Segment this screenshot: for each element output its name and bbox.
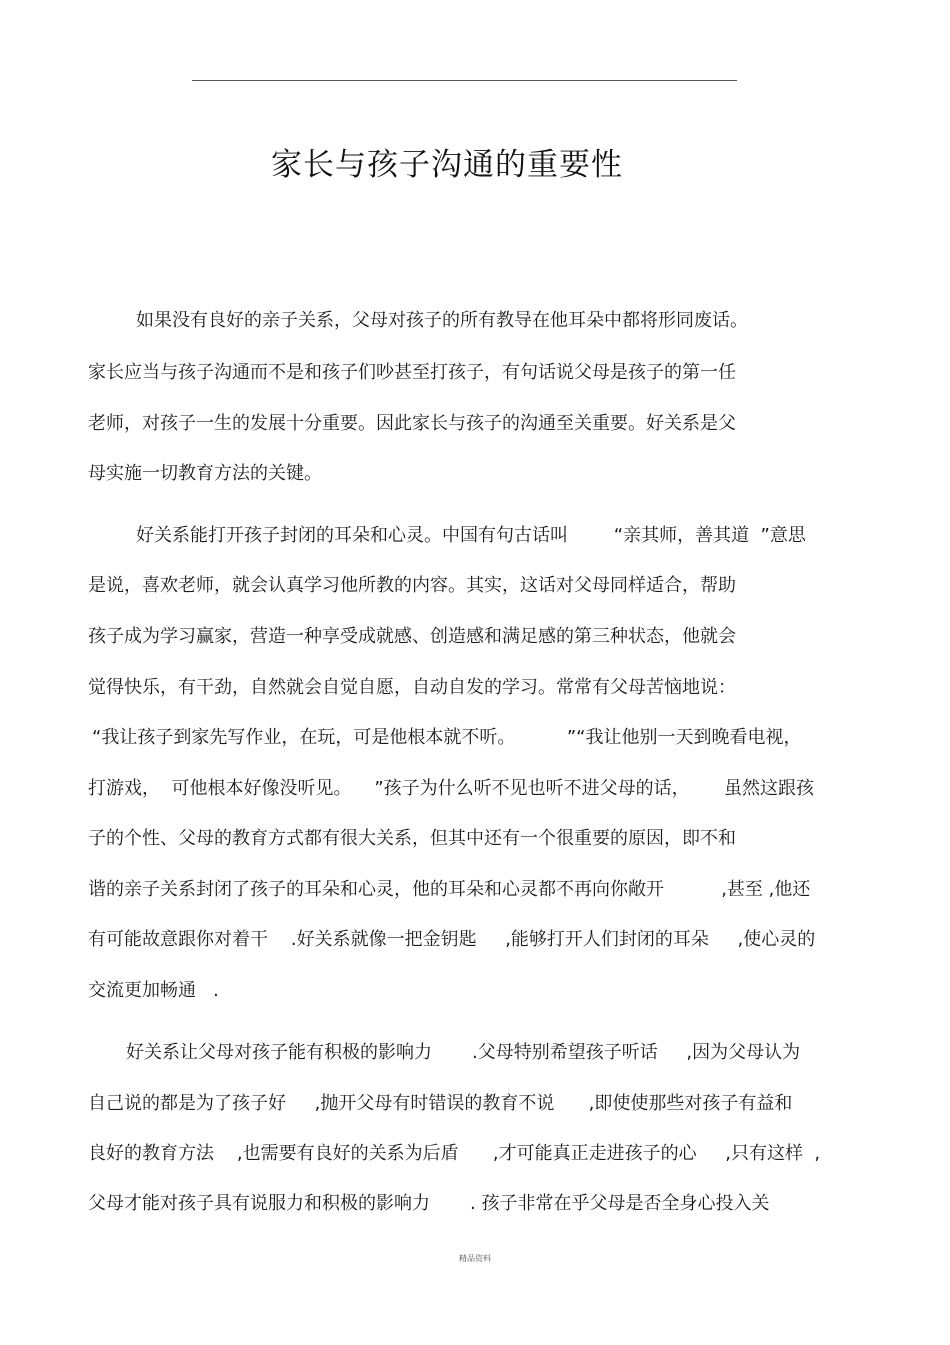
- paragraph-2-line-7: 子的个性、父母的教育方式都有很大关系，但其中还有一个很重要的原因，即不和: [88, 828, 736, 849]
- paragraph-1-line-3: 老师，对孩子一生的发展十分重要。因此家长与孩子的沟通至关重要。好关系是父: [88, 413, 736, 434]
- page-footer: 精品资料: [459, 1254, 491, 1263]
- paragraph-2-line-5: “我让孩子到家先写作业，在玩，可是他根本就不听。 ”“我让他别一天到晚看电视，: [92, 727, 802, 748]
- paragraph-2-line-10: 交流更加畅通 .: [88, 980, 219, 1001]
- paragraph-2-line-6: 打游戏， 可他根本好像没听见。 ”孩子为什么听不见也听不进父母的话， 虽然这跟孩: [88, 778, 814, 799]
- paragraph-3-line-4: 父母才能对孩子具有说服力和积极的影响力 . 孩子非常在乎父母是否全身心投入关: [88, 1193, 770, 1214]
- paragraph-1-line-2: 家长应当与孩子沟通而不是和孩子们吵甚至打孩子，有句话说父母是孩子的第一任: [88, 362, 736, 383]
- paragraph-1-line-1: 如果没有良好的亲子关系，父母对孩子的所有教导在他耳朵中都将形同废话。: [136, 310, 748, 331]
- paragraph-2-line-2: 是说，喜欢老师，就会认真学习他所教的内容。其实，这话对父母同样适合，帮助: [88, 575, 736, 596]
- paragraph-3-line-3: 良好的教育方法 ,也需要有良好的关系为后盾 ,才可能真正走进孩子的心 ,只有这样 ,: [88, 1143, 821, 1164]
- paragraph-2-line-9: 有可能故意跟你对着干 .好关系就像一把金钥匙 ,能够打开人们封闭的耳朵 ,使心灵的: [88, 929, 816, 950]
- header-rule: [192, 80, 737, 81]
- paragraph-2-line-3: 孩子成为学习赢家，营造一种享受成就感、创造感和满足感的第三种状态，他就会: [88, 626, 736, 647]
- paragraph-2-line-1: 好关系能打开孩子封闭的耳朵和心灵。中国有句古话叫 “亲其师，善其道 ”意思: [136, 525, 806, 546]
- paragraph-3-line-2: 自己说的都是为了孩子好 ,抛开父母有时错误的教育不说 ,即使使那些对孩子有益和: [88, 1093, 793, 1114]
- paragraph-1-line-4: 母实施一切教育方法的关键。: [88, 463, 322, 484]
- document-title: 家长与孩子沟通的重要性: [271, 147, 623, 183]
- paragraph-2-line-4: 觉得快乐，有干劲，自然就会自觉自愿，自动自发的学习。常常有父母苦恼地说：: [88, 677, 736, 698]
- paragraph-2-line-8: 谐的亲子关系封闭了孩子的耳朵和心灵，他的耳朵和心灵都不再向你敞开 ,甚至 ,他还: [88, 879, 811, 900]
- paragraph-3-line-1: 好关系让父母对孩子能有积极的影响力 .父母特别希望孩子听话 ,因为父母认为: [126, 1042, 801, 1063]
